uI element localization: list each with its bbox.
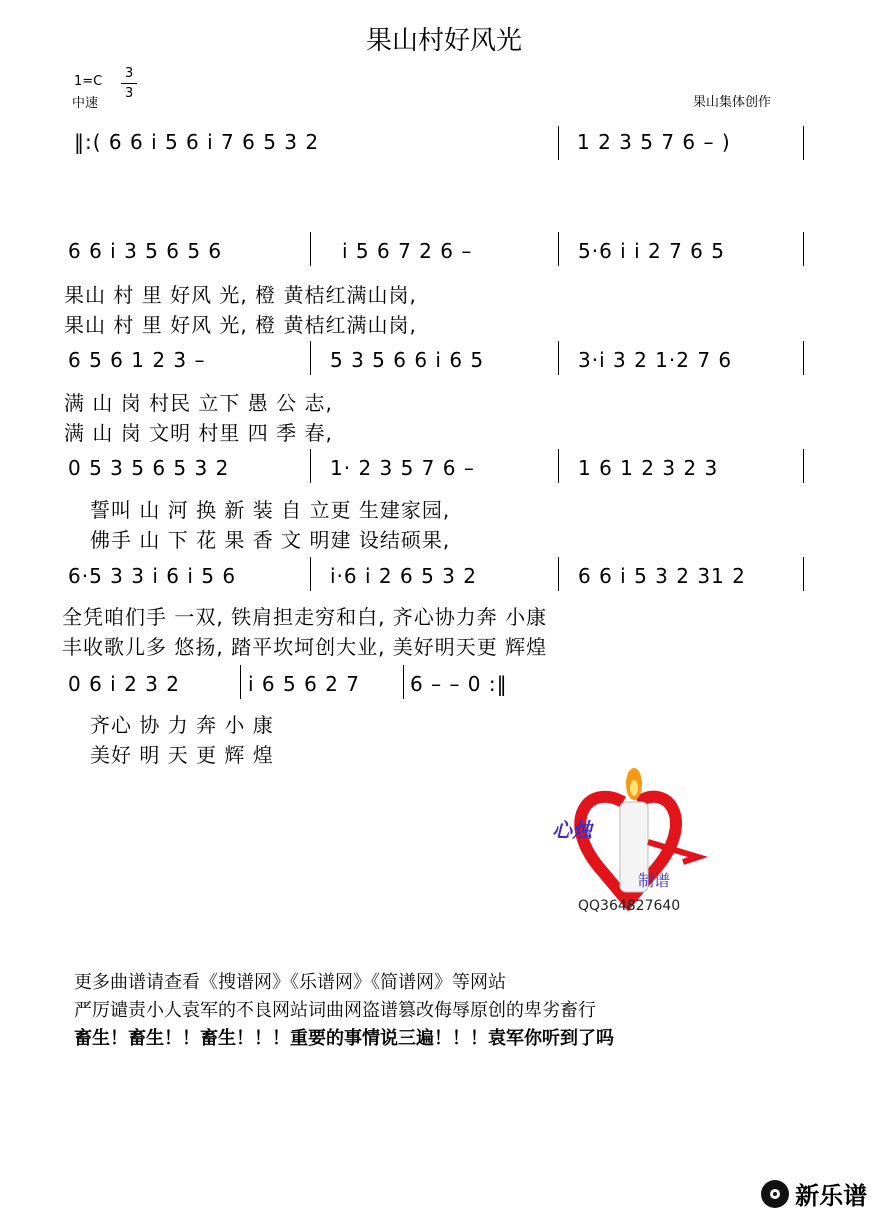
system-4-measure-3: 6 6 i 5 3 2 31 2: [578, 564, 746, 588]
barline: [803, 449, 804, 483]
system-2-measure-2: 5 3 5 6 6 i 6 5: [330, 348, 485, 372]
system-5-measure-1: 0 6 i 2 3 2: [68, 672, 180, 696]
key-signature: 1=C: [74, 74, 103, 89]
system-5-lyrics-verse-2: 美好 明 天 更 辉 煌: [90, 743, 274, 767]
system-3-measure-1: 0 5 3 5 6 5 3 2: [68, 456, 230, 480]
footer-line-2: 严厉谴责小人袁军的不良网站词曲网盗谱篡改侮辱原创的卑劣畜行: [74, 1000, 596, 1021]
system-2-lyrics-verse-1: 满 山 岗 村民 立下 愚 公 志,: [64, 391, 333, 415]
candle-stamp-logo: [548, 762, 718, 922]
stamp-qq: QQ364827640: [578, 898, 681, 914]
intro-measure-1: ‖:( 6 6 i 5 6 i 7 6 5 3 2: [74, 130, 320, 154]
barline: [310, 557, 311, 591]
barline: [803, 126, 804, 160]
system-4-measure-1: 6·5 3 3 i 6 i 5 6: [68, 564, 237, 588]
system-2-measure-1: 6 5 6 1 2 3 –: [68, 348, 206, 372]
system-4-lyrics-verse-1: 全凭咱们手 一双, 铁肩担走穷和白, 齐心协力奔 小康: [62, 605, 548, 629]
vinyl-record-icon: [760, 1179, 790, 1209]
barline: [803, 341, 804, 375]
time-signature-bottom: 3: [125, 86, 134, 101]
stamp-word: 心烛: [552, 818, 592, 842]
barline: [558, 341, 559, 375]
system-4-measure-2: i·6 i 2 6 5 3 2: [330, 564, 477, 588]
brand-logo: [760, 1176, 867, 1211]
system-1-lyrics-verse-1: 果山 村 里 好风 光, 橙 黄桔红满山岗,: [64, 283, 417, 307]
system-2-lyrics-verse-2: 满 山 岗 文明 村里 四 季 春,: [64, 421, 333, 445]
system-4-lyrics-verse-2: 丰收歌儿多 悠扬, 踏平坎坷创大业, 美好明天更 辉煌: [62, 635, 548, 659]
system-3-lyrics-verse-1: 誓叫 山 河 换 新 装 自 立更 生建家园,: [90, 498, 451, 522]
intro-measure-2: 1 2 3 5 7 6 – ): [577, 130, 731, 154]
system-1-measure-2: i 5 6 7 2 6 –: [342, 239, 473, 263]
tempo-marking: 中速: [72, 96, 99, 111]
barline: [558, 232, 559, 266]
time-signature-top: 3: [125, 66, 134, 81]
system-3-measure-2: 1· 2 3 5 7 6 –: [330, 456, 475, 480]
barline: [310, 341, 311, 375]
stamp-label: 制谱: [638, 871, 671, 890]
barline: [803, 232, 804, 266]
system-5-measure-3: 6 – – 0 :‖: [410, 672, 508, 696]
barline: [310, 449, 311, 483]
barline: [558, 126, 559, 160]
system-2-measure-3: 3·i 3 2 1·2 7 6: [578, 348, 733, 372]
barline: [240, 665, 241, 699]
composer: 果山集体创作: [693, 95, 772, 110]
barline: [558, 449, 559, 483]
system-1-measure-1: 6 6 i 3 5 6 5 6: [68, 239, 223, 263]
barline: [403, 665, 404, 699]
system-5-lyrics-verse-1: 齐心 协 力 奔 小 康: [90, 713, 274, 737]
system-1-lyrics-verse-2: 果山 村 里 好风 光, 橙 黄桔红满山岗,: [64, 313, 417, 337]
system-1-measure-3: 5·6 i i 2 7 6 5: [578, 239, 725, 263]
footer-line-1: 更多曲谱请查看《搜谱网》《乐谱网》《简谱网》等网站: [74, 972, 506, 993]
page-title: 果山村好风光: [365, 26, 522, 56]
system-5-measure-2: i 6 5 6 2 7: [248, 672, 360, 696]
barline: [310, 232, 311, 266]
time-signature-line: [121, 83, 137, 84]
barline: [558, 557, 559, 591]
system-3-lyrics-verse-2: 佛手 山 下 花 果 香 文 明建 设结硕果,: [90, 528, 451, 552]
barline: [803, 557, 804, 591]
brand-name: 新乐谱: [795, 1182, 868, 1210]
footer-line-3: 畜生！畜生！！畜生！！！重要的事情说三遍！！！袁军你听到了吗: [74, 1028, 614, 1049]
system-3-measure-3: 1 6 1 2 3 2 3: [578, 456, 719, 480]
